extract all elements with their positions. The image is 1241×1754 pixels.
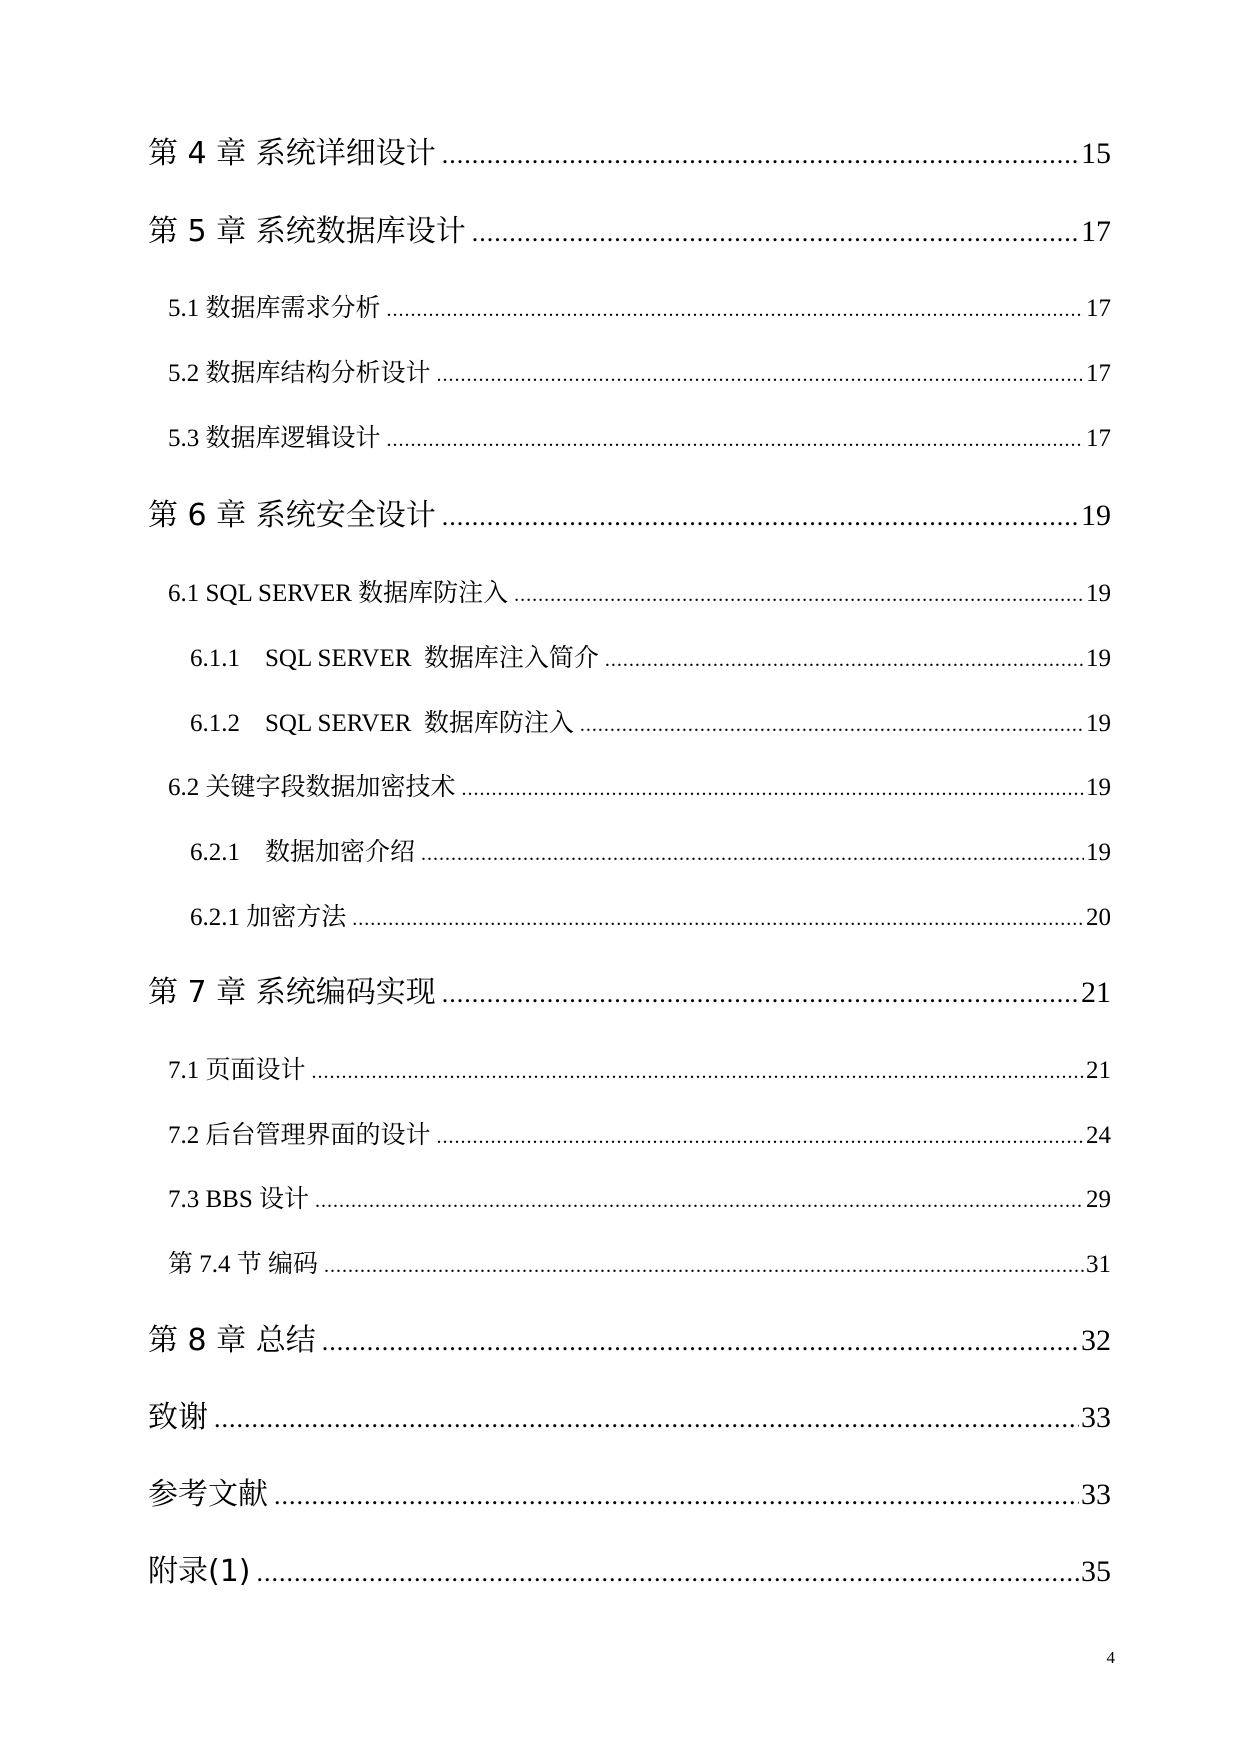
toc-entry-page: 35 xyxy=(1081,1555,1111,1588)
dot-leader xyxy=(274,1481,1079,1511)
page-number: 4 xyxy=(1106,1648,1115,1667)
toc-entry-page: 19 xyxy=(1086,839,1111,866)
dot-leader xyxy=(352,908,1084,931)
toc-entry-page: 19 xyxy=(1086,710,1111,737)
dot-leader xyxy=(462,778,1084,801)
toc-entry-chapter-5 xyxy=(148,206,1111,250)
toc-entry-page: 17 xyxy=(1086,360,1111,387)
dot-leader xyxy=(472,218,1079,248)
toc-entry-section-6-2 xyxy=(168,767,1111,803)
dot-leader xyxy=(442,979,1079,1009)
dot-leader xyxy=(442,140,1079,170)
toc-entry-title: 6.1 SQL SERVER 数据库防注入 xyxy=(168,580,509,607)
toc-entry-title: 致谢 xyxy=(148,1400,208,1435)
toc-entry-page: 32 xyxy=(1081,1324,1111,1357)
toc-entry-page: 15 xyxy=(1081,137,1111,170)
toc-entry-title: 第 4 章 系统详细设计 xyxy=(148,136,436,171)
toc-entry-section-7-3 xyxy=(168,1179,1111,1215)
toc-entry-title: 7.3 BBS 设计 xyxy=(168,1186,310,1213)
toc-entry-page: 33 xyxy=(1081,1401,1111,1434)
toc-entry-subsection-6-1-2 xyxy=(190,703,1111,739)
dot-leader xyxy=(315,1190,1084,1213)
toc-entry-chapter-8 xyxy=(148,1315,1111,1359)
toc-entry-title: 6.1.2 SQL SERVER 数据库防注入 xyxy=(190,710,574,737)
toc-entry-subsection-6-2-1 xyxy=(190,832,1111,868)
toc-entry-page: 21 xyxy=(1086,1057,1111,1084)
toc-entry-page: 21 xyxy=(1081,976,1111,1009)
toc-entry-page: 19 xyxy=(1081,499,1111,532)
toc-entry-page: 29 xyxy=(1086,1186,1111,1213)
toc-entry-chapter-4 xyxy=(148,128,1111,172)
toc-entry-title: 7.1 页面设计 xyxy=(168,1057,306,1084)
toc-entry-chapter-7 xyxy=(148,967,1111,1011)
toc-entry-title: 6.1.1 SQL SERVER 数据库注入简介 xyxy=(190,645,599,672)
dot-leader xyxy=(437,1126,1084,1149)
dot-leader xyxy=(421,843,1084,866)
toc-entry-page: 31 xyxy=(1086,1251,1111,1278)
dot-leader xyxy=(322,1327,1079,1357)
toc-entry-title: 5.3 数据库逻辑设计 xyxy=(168,425,381,452)
toc-entry-chapter-6 xyxy=(148,490,1111,534)
toc-entry-page: 17 xyxy=(1086,295,1111,322)
dot-leader xyxy=(257,1558,1080,1588)
toc-entry-title: 第 7 章 系统编码实现 xyxy=(148,975,436,1010)
toc-entry-page: 17 xyxy=(1081,215,1111,248)
toc-entry-title: 5.1 数据库需求分析 xyxy=(168,295,381,322)
toc-entry-title: 7.2 后台管理界面的设计 xyxy=(168,1122,431,1149)
toc-entry-title: 6.2.1 数据加密介绍 xyxy=(190,839,416,866)
toc-entry-page: 19 xyxy=(1086,645,1111,672)
toc-entry-title: 第 5 章 系统数据库设计 xyxy=(148,214,466,249)
toc-entry-page: 19 xyxy=(1086,774,1111,801)
toc-entry-page: 17 xyxy=(1086,425,1111,452)
toc-entry-section-5-2 xyxy=(168,353,1111,389)
dot-leader xyxy=(442,502,1079,532)
dot-leader xyxy=(387,429,1084,452)
toc-entry-acknowledgements xyxy=(148,1392,1111,1436)
toc-entry-title: 参考文献 xyxy=(148,1477,268,1512)
dot-leader xyxy=(437,364,1084,387)
toc-entry-title: 6.2 关键字段数据加密技术 xyxy=(168,774,456,801)
toc-entry-title: 第 6 章 系统安全设计 xyxy=(148,498,436,533)
toc-entry-section-7-4 xyxy=(168,1244,1111,1280)
toc-entry-section-7-2 xyxy=(168,1115,1111,1151)
dot-leader xyxy=(514,584,1084,607)
toc-entry-subsection-6-2-1-methods xyxy=(190,897,1111,933)
dot-leader xyxy=(312,1061,1084,1084)
dot-leader xyxy=(605,649,1084,672)
toc-entry-appendix xyxy=(148,1546,1111,1590)
toc-entry-section-5-1 xyxy=(168,288,1111,324)
dot-leader xyxy=(580,714,1084,737)
toc-entry-page: 20 xyxy=(1086,904,1111,931)
toc-entry-title: 5.2 数据库结构分析设计 xyxy=(168,360,431,387)
toc-entry-references xyxy=(148,1469,1111,1513)
toc-entry-title: 附录(1) xyxy=(148,1554,251,1589)
toc-entry-section-7-1 xyxy=(168,1050,1111,1086)
toc-entry-page: 19 xyxy=(1086,580,1111,607)
toc-entry-title: 第 7.4 节 编码 xyxy=(168,1251,319,1278)
toc-entry-section-5-3 xyxy=(168,418,1111,454)
toc-entry-section-6-1 xyxy=(168,573,1111,609)
dot-leader xyxy=(387,299,1084,322)
toc-entry-subsection-6-1-1 xyxy=(190,638,1111,674)
toc-entry-page: 24 xyxy=(1086,1122,1111,1149)
dot-leader xyxy=(214,1404,1079,1434)
toc-entry-page: 33 xyxy=(1081,1478,1111,1511)
toc-entry-title: 6.2.1 加密方法 xyxy=(190,904,347,931)
toc-entry-title: 第 8 章 总结 xyxy=(148,1323,316,1358)
dot-leader xyxy=(324,1255,1084,1278)
